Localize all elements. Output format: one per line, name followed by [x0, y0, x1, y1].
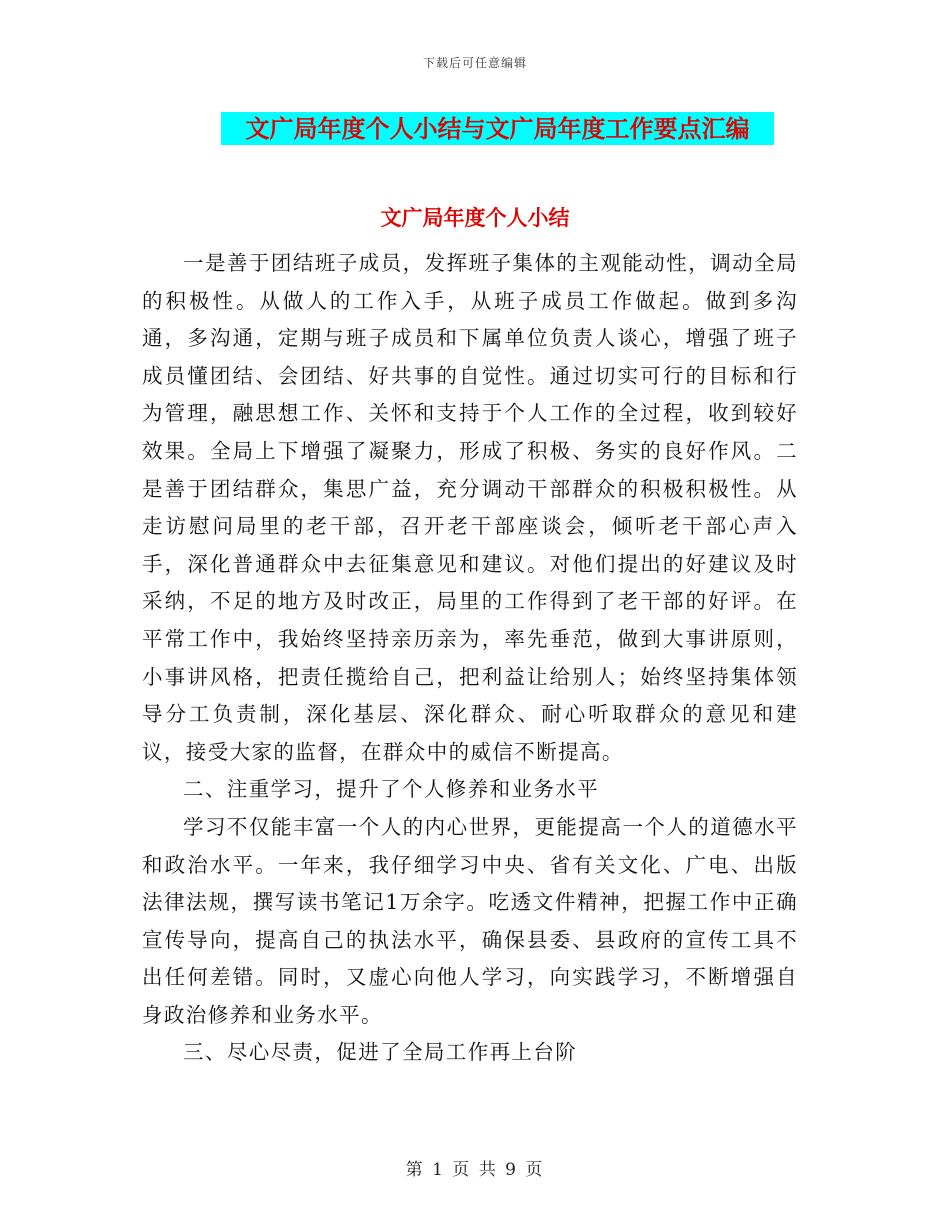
- section-title: 文广局年度个人小结: [380, 205, 570, 230]
- paragraph-2-heading: 二、注重学习，提升了个人修养和业务水平: [183, 777, 600, 802]
- paragraph-3: 学习不仅能丰富一个人的内心世界，更能提高一个人的道德水平和政治水平。一年来，我仔细学习中央、省有关文化、广电、出版法律法规，撰写读书笔记1万余字。吃透文件精神，把握工作中正确宣传导向，提高自己的执法水平，确保县委、县政府的宣传工具不出任何差错。同时，又虚心向他人学习，向实践学习，不断增强自身政治修养和业务水平。: [142, 814, 798, 1027]
- main-title: 文广局年度个人小结与文广局年度工作要点汇编: [221, 112, 774, 145]
- body-text: [142, 245, 798, 1072]
- header-note: 下载后可任意编辑: [422, 56, 527, 70]
- page-footer: 第 1 页 共 9 页: [405, 1160, 545, 1180]
- paragraph-4-heading: 三、尽心尽责，促进了全局工作再上台阶: [183, 1040, 578, 1065]
- paragraph-1: 一是善于团结班子成员，发挥班子集体的主观能动性，调动全局的积极性。从做人的工作入手，从班子成员工作做起。做到多沟通，多沟通，定期与班子成员和下属单位负责人谈心，增强了班子成员懂团结、会团结、好共事的自觉性。通过切实可行的目标和行为管理，融思想工作、关怀和支持于个人工作的全过程，收到较好效果。全局上下增强了凝聚力，形成了积极、务实的良好作风。二是善于团结群众，集思广益，充分调动干部群众的积极积极性。从走访慰问局里的老干部，召开老干部座谈会，倾听老干部心声入手，深化普通群众中去征集意见和建议。对他们提出的好建议及时采纳，不足的地方及时改正，局里的工作得到了老干部的好评。在平常工作中，我始终坚持亲历亲为，率先垂范，做到大事讲原则，小事讲风格，把责任揽给自己，把利益让给别人；始终坚持集体领导分工负责制，深化基层、深化群众、耐心听取群众的意见和建议，接受大家的监督，在群众中的威信不断提高。: [142, 251, 798, 764]
